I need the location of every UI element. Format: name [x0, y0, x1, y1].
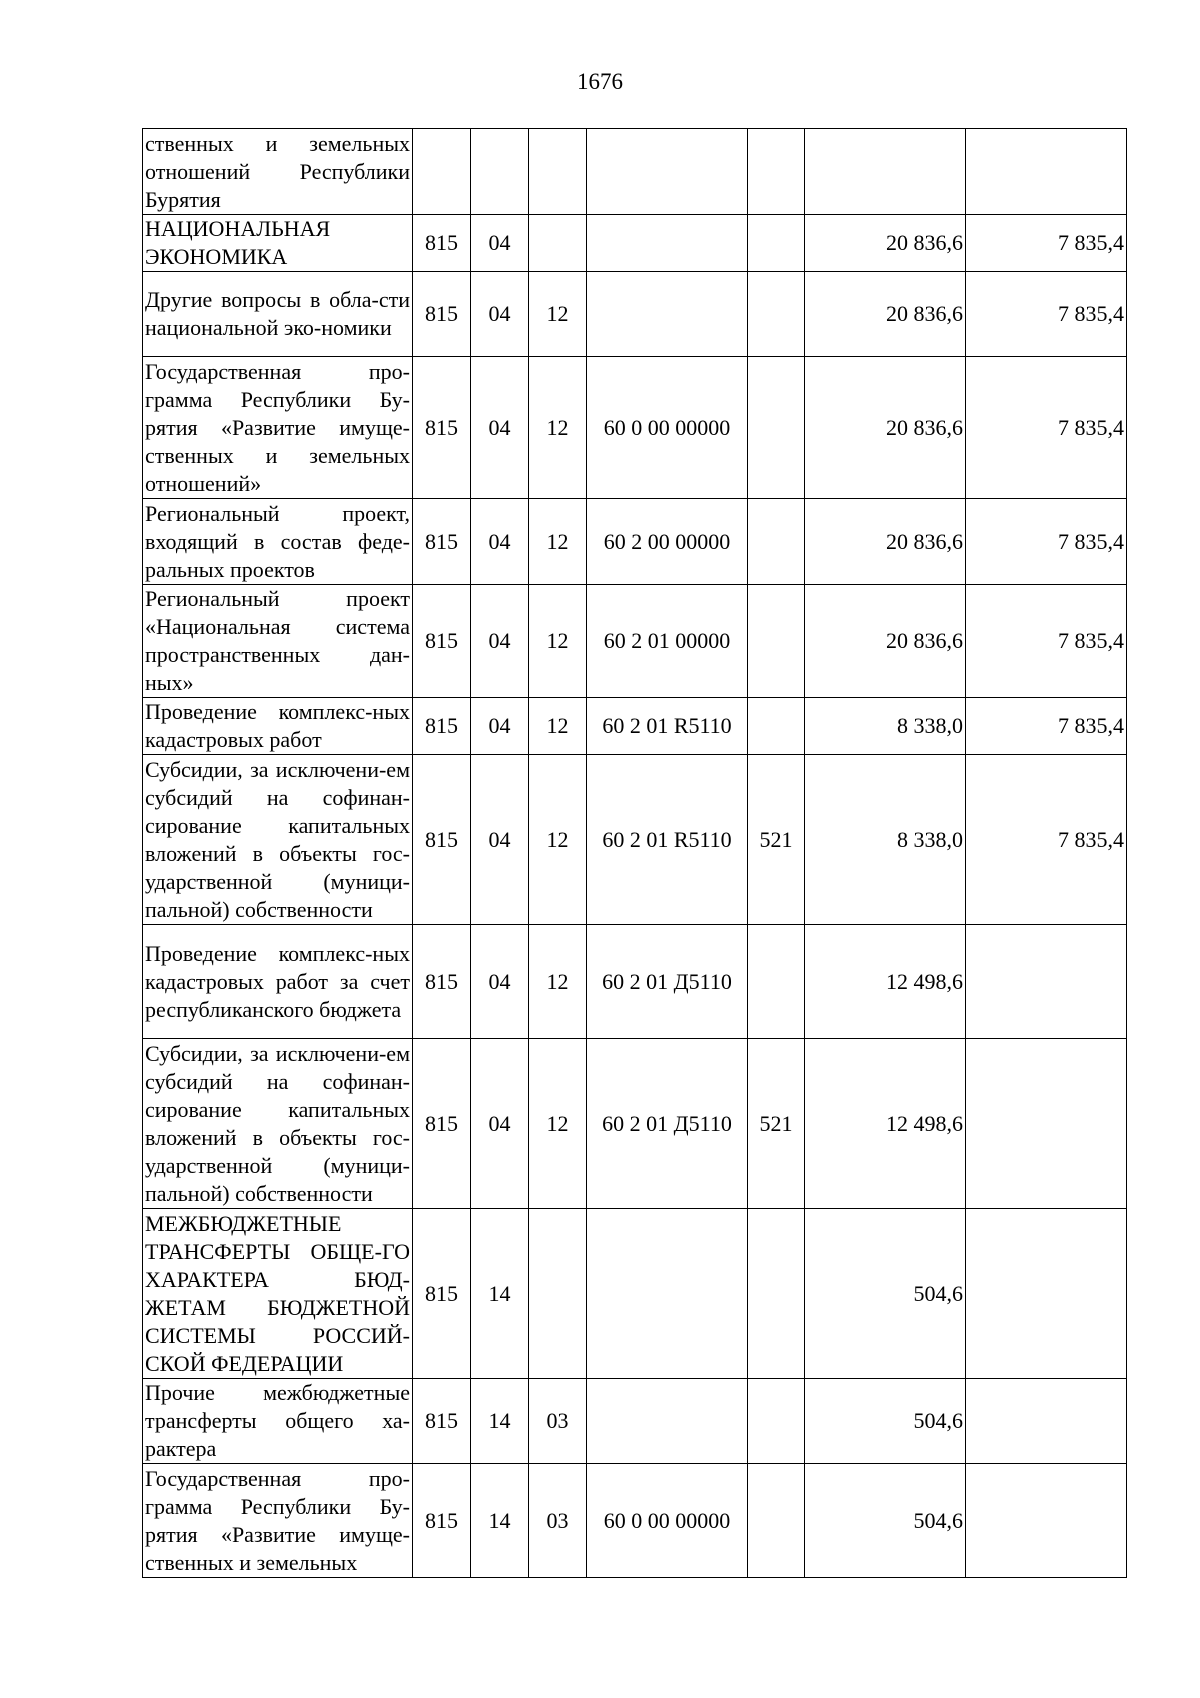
- page-number: 1676: [577, 69, 623, 94]
- row-gr: 815: [413, 215, 471, 272]
- row-vr: [748, 129, 805, 215]
- row-rz: 04: [471, 1039, 529, 1209]
- row-pr: [529, 1209, 587, 1379]
- row-name: Субсидии, за исключени-ем субсидий на софинан-сирование капитальных вложений в объекты гос-ударственной (муници-пальной) собственности: [143, 755, 413, 925]
- table-row: [143, 698, 1127, 755]
- row-sum2: 7 835,4: [966, 357, 1127, 499]
- row-vr: 521: [748, 755, 805, 925]
- row-vr: [748, 925, 805, 1039]
- row-name: Государственная про-грамма Республики Бу-рятия «Развитие имуще-ственных и земельных отношений»: [143, 357, 413, 499]
- row-sum2: [966, 925, 1127, 1039]
- row-gr: 815: [413, 1464, 471, 1578]
- row-sum2: [966, 1209, 1127, 1379]
- row-name: Другие вопросы в обла-сти национальной эко-номики: [143, 272, 413, 357]
- row-vr: [748, 1379, 805, 1464]
- row-pr: 03: [529, 1379, 587, 1464]
- row-gr: 815: [413, 1379, 471, 1464]
- row-csr: 60 2 01 R5110: [587, 755, 748, 925]
- row-pr: 12: [529, 925, 587, 1039]
- row-vr: [748, 215, 805, 272]
- row-gr: [413, 129, 471, 215]
- row-csr: 60 2 00 00000: [587, 499, 748, 585]
- row-vr: [748, 1464, 805, 1578]
- row-sum2: [966, 1379, 1127, 1464]
- row-rz: 04: [471, 755, 529, 925]
- row-sum1: 12 498,6: [805, 1039, 966, 1209]
- row-name: ственных и земельных отношений Республики Бурятия: [143, 129, 413, 215]
- row-gr: 815: [413, 585, 471, 698]
- row-csr: [587, 1209, 748, 1379]
- row-sum1: [805, 129, 966, 215]
- row-rz: 14: [471, 1379, 529, 1464]
- row-sum2: [966, 1039, 1127, 1209]
- row-sum1: 504,6: [805, 1464, 966, 1578]
- row-sum1: 20 836,6: [805, 357, 966, 499]
- row-vr: [748, 585, 805, 698]
- row-csr: [587, 1379, 748, 1464]
- row-pr: 12: [529, 272, 587, 357]
- row-sum1: 20 836,6: [805, 215, 966, 272]
- row-name: Региональный проект, входящий в состав феде-ральных проектов: [143, 499, 413, 585]
- row-sum1: 8 338,0: [805, 755, 966, 925]
- row-rz: 04: [471, 499, 529, 585]
- row-rz: 14: [471, 1464, 529, 1578]
- row-csr: [587, 129, 748, 215]
- row-sum1: 8 338,0: [805, 698, 966, 755]
- row-gr: 815: [413, 925, 471, 1039]
- row-pr: 12: [529, 499, 587, 585]
- row-sum2: [966, 1464, 1127, 1578]
- row-name: Субсидии, за исключени-ем субсидий на софинан-сирование капитальных вложений в объекты гос-ударственной (муници-пальной) собственности: [143, 1039, 413, 1209]
- row-csr: 60 2 01 00000: [587, 585, 748, 698]
- table-row: [143, 357, 1127, 499]
- row-pr: [529, 129, 587, 215]
- row-gr: 815: [413, 1209, 471, 1379]
- row-vr: [748, 272, 805, 357]
- row-sum2: 7 835,4: [966, 215, 1127, 272]
- row-vr: [748, 499, 805, 585]
- row-pr: 12: [529, 357, 587, 499]
- row-sum2: [966, 129, 1127, 215]
- row-rz: 04: [471, 698, 529, 755]
- row-name: Проведение комплекс-ных кадастровых работ за счет республиканского бюджета: [143, 925, 413, 1039]
- row-name: Региональный проект «Национальная система пространственных дан-ных»: [143, 585, 413, 698]
- row-gr: 815: [413, 755, 471, 925]
- table-row: [143, 1209, 1127, 1379]
- row-pr: 12: [529, 1039, 587, 1209]
- row-rz: [471, 129, 529, 215]
- table-row: [143, 215, 1127, 272]
- row-pr: 12: [529, 698, 587, 755]
- row-csr: [587, 215, 748, 272]
- row-csr: 60 0 00 00000: [587, 357, 748, 499]
- row-gr: 815: [413, 1039, 471, 1209]
- row-vr: 521: [748, 1039, 805, 1209]
- row-name: МЕЖБЮДЖЕТНЫЕ ТРАНСФЕРТЫ ОБЩЕ-ГО ХАРАКТЕРА БЮД-ЖЕТАМ БЮДЖЕТНОЙ СИСТЕМЫ РОССИЙ-СКОЙ ФЕДЕРАЦИИ: [143, 1209, 413, 1379]
- table-row: [143, 499, 1127, 585]
- row-sum2: 7 835,4: [966, 272, 1127, 357]
- row-gr: 815: [413, 357, 471, 499]
- row-rz: 14: [471, 1209, 529, 1379]
- row-sum1: 12 498,6: [805, 925, 966, 1039]
- row-sum2: 7 835,4: [966, 499, 1127, 585]
- row-rz: 04: [471, 585, 529, 698]
- row-csr: [587, 272, 748, 357]
- table-row: [143, 1464, 1127, 1578]
- table-row: [143, 1379, 1127, 1464]
- row-sum1: 20 836,6: [805, 499, 966, 585]
- row-sum1: 504,6: [805, 1379, 966, 1464]
- row-rz: 04: [471, 925, 529, 1039]
- row-name: НАЦИОНАЛЬНАЯ ЭКОНОМИКА: [143, 215, 413, 272]
- row-csr: 60 0 00 00000: [587, 1464, 748, 1578]
- row-csr: 60 2 01 Д5110: [587, 925, 748, 1039]
- row-pr: 12: [529, 585, 587, 698]
- row-sum1: 20 836,6: [805, 585, 966, 698]
- row-rz: 04: [471, 272, 529, 357]
- row-pr: 03: [529, 1464, 587, 1578]
- row-name: Прочие межбюджетные трансферты общего ха-рактера: [143, 1379, 413, 1464]
- row-rz: 04: [471, 215, 529, 272]
- row-gr: 815: [413, 272, 471, 357]
- row-name: Государственная про-грамма Республики Бу-рятия «Развитие имуще-ственных и земельных: [143, 1464, 413, 1578]
- row-csr: 60 2 01 Д5110: [587, 1039, 748, 1209]
- table-row: [143, 585, 1127, 698]
- table-row: [143, 755, 1127, 925]
- table-row: [143, 129, 1127, 215]
- row-pr: [529, 215, 587, 272]
- table-row: [143, 272, 1127, 357]
- row-vr: [748, 1209, 805, 1379]
- table-row: [143, 925, 1127, 1039]
- table-row: [143, 1039, 1127, 1209]
- row-sum1: 20 836,6: [805, 272, 966, 357]
- row-gr: 815: [413, 499, 471, 585]
- row-vr: [748, 698, 805, 755]
- budget-table: [142, 128, 1127, 1578]
- row-rz: 04: [471, 357, 529, 499]
- row-sum2: 7 835,4: [966, 585, 1127, 698]
- row-sum2: 7 835,4: [966, 755, 1127, 925]
- row-pr: 12: [529, 755, 587, 925]
- row-sum1: 504,6: [805, 1209, 966, 1379]
- row-vr: [748, 357, 805, 499]
- row-name: Проведение комплекс-ных кадастровых работ: [143, 698, 413, 755]
- row-gr: 815: [413, 698, 471, 755]
- row-csr: 60 2 01 R5110: [587, 698, 748, 755]
- row-sum2: 7 835,4: [966, 698, 1127, 755]
